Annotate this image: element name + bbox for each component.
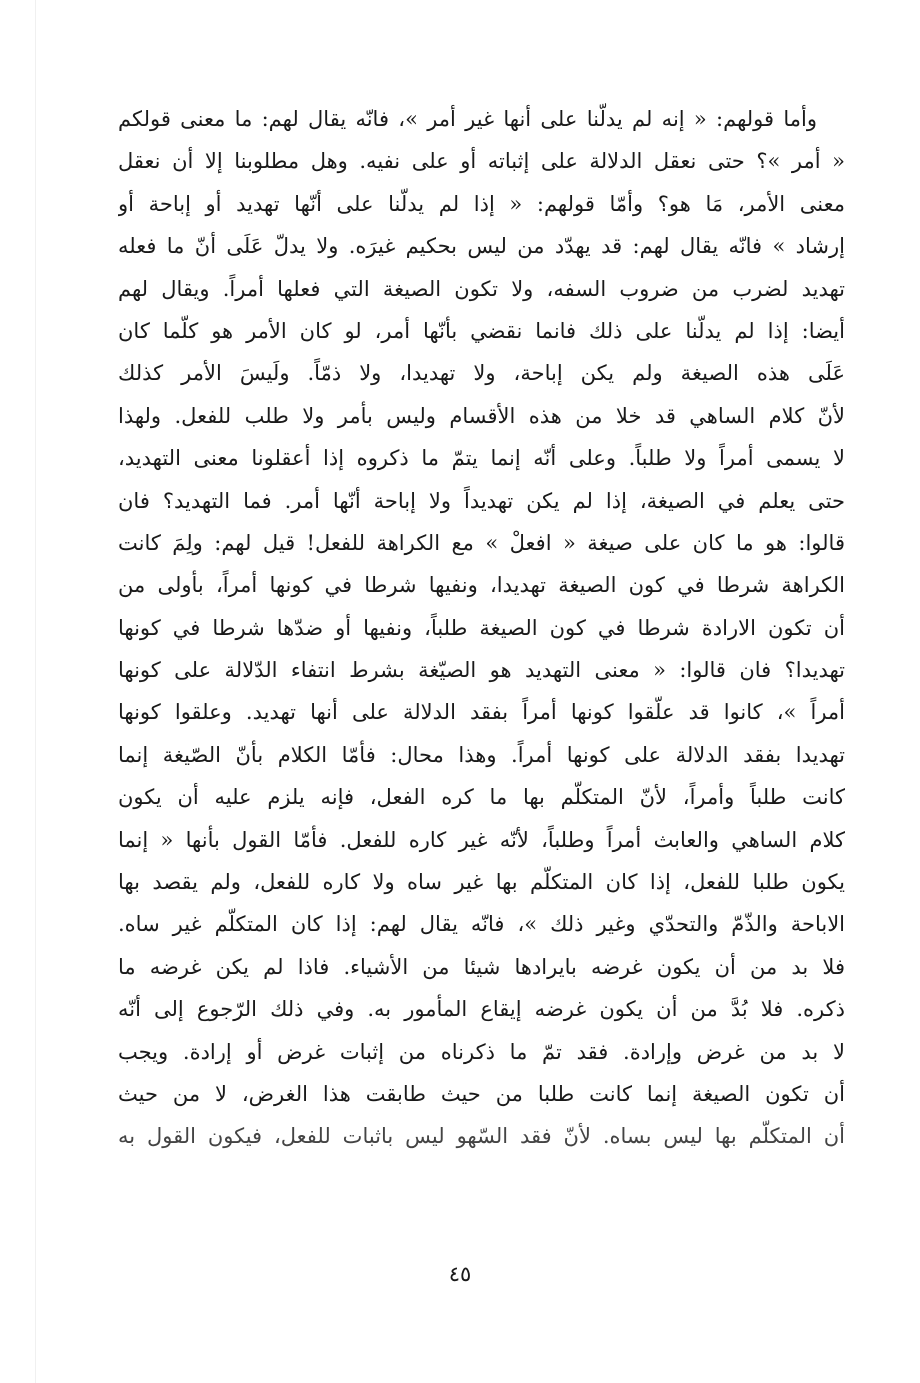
text-line: « أمر »؟ حتى نعقل الدلالة على إثباته أو على نفيه. وهل مطلوبنا إلا أن نعقل (118, 149, 845, 174)
text-line: أيضا: إذا لم يدلّنا على ذلك فانما نقضي بأنّها أمر، لو كان الأمر هو كلّما كان (118, 318, 845, 343)
text-line: تهديد لضرب من ضروب السفه، ولا تكون الصيغة التي فعلها أمراً. ويقال لهم (118, 276, 845, 301)
text-line: فلا بد من أن يكون غرضه بايرادها شيئا من الأشياء. فاذا لم يكن غرضه ما (118, 954, 845, 979)
text-line: عَلَى هذه الصيغة ولم يكن إباحة، ولا تهديدا، ولا ذمّاً. ولَيسَ الأمر كذلك (118, 361, 845, 386)
text-line: الاباحة والذّمّ والتحدّي وغير ذلك »، فانّه يقال لهم: إذا كان المتكلّم غير ساه. (118, 912, 845, 937)
text-line: ذكره. فلا بُدَّ من أن يكون غرضه إيقاع المأمور به. وفي ذلك الرّجوع إلى أنّه (118, 997, 845, 1022)
text-line: يكون طلبا للفعل، إذا كان المتكلّم بها غير ساه ولا كاره للفعل، ولم يقصد بها (118, 870, 845, 895)
text-line: كلام الساهي والعابث أمراً وطلباً، لأنّه غير كاره للفعل. فأمّا القول بأنها « إنما (118, 827, 845, 852)
text-line: حتى يعلم في الصيغة، إذا لم يكن تهديداً ولا إباحة أنّها أمر. فما التهديد؟ فان (118, 488, 845, 513)
text-line: وأما قولهم: « إنه لم يدلّنا على أنها غير أمر »، فانّه يقال لهم: ما معنى قولكم (118, 107, 817, 131)
scan-edge-line (35, 0, 36, 1383)
text-line: معنى الأمر، مَا هو؟ وأمّا قولهم: « إذا لم يدلّنا على أنّها تهديد أو إباحة أو (118, 191, 845, 216)
text-line: لأنّ كلام الساهي قد خلا من هذه الأقسام وليس بأمر ولا طلب للفعل. ولهذا (118, 403, 845, 428)
text-line: أمراً »، كانوا قد علّقوا كونها أمراً بفقد الدلالة على أنها تهديد. وعلقوا كونها (118, 700, 845, 725)
text-line: الكراهة شرطا في كون الصيغة تهديدا، ونفيها شرطا في كونها أمراً، بأولى من (118, 573, 845, 598)
text-line: تهديدا بفقد الدلالة على كونها أمراً. وهذا محال: فأمّا الكلام بأنّ الصّيغة إنما (118, 742, 845, 767)
text-line: أن تكون الصيغة إنما كانت طلبا من حيث طابقت هذا الغرض، لا من حيث (118, 1081, 845, 1106)
text-line: لا بد من غرض وإرادة. فقد تمّ ما ذكرناه من إثبات غرض أو إرادة. ويجب (118, 1039, 845, 1064)
page-number: ٤٥ (448, 1262, 472, 1286)
text-line: أن المتكلّم بها ليس بساه. لأنّ فقد السّهو ليس باثبات للفعل، فيكون القول به (118, 1124, 845, 1149)
text-line: قالوا: هو ما كان على صيغة « افعلْ » مع الكراهة للفعل! قيل لهم: ولِمَ كانت (118, 530, 845, 555)
text-line: لا يسمى أمراً ولا طلباً. وعلى أنّه إنما يتمّ ما ذكروه إذا أعقلونا معنى التهديد، (118, 446, 845, 471)
text-line: كانت طلباً وأمراً، لأنّ المتكلّم بها ما كره الفعل، فإنه يلزم عليه أن يكون (118, 785, 845, 810)
text-line: أن تكون الارادة شرطا في كون الصيغة طلباً، ونفيها أو ضدّها شرطا في كونها (118, 615, 845, 640)
text-line: تهديدا؟ فان قالوا: « معنى التهديد هو الصيّغة بشرط انتفاء الدّلالة على كونها (118, 658, 845, 683)
text-line: إرشاد » فانّه يقال لهم: قد يهدّد من ليس بحكيم غيرَه. ولا يدلّ عَلَى أنّ ما فعله (118, 234, 845, 259)
body-text (118, 98, 845, 1158)
